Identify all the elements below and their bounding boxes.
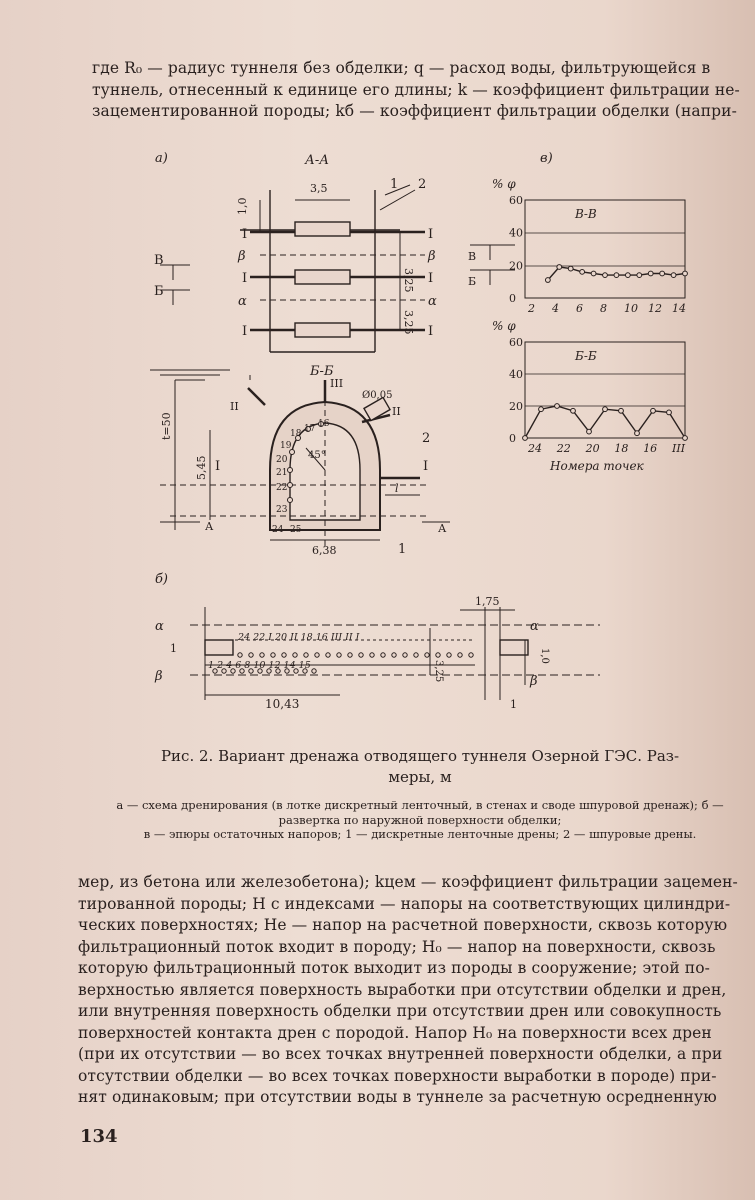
drain-point xyxy=(260,653,264,657)
drain-point xyxy=(436,653,440,657)
data-point xyxy=(555,404,560,409)
dim-45: 45° xyxy=(308,450,326,461)
x-tick-label: 4 xyxy=(552,302,559,315)
mark-alpha: α xyxy=(238,294,247,309)
panel-a-label: а) xyxy=(155,151,168,166)
mark-I: I xyxy=(242,324,248,339)
data-point xyxy=(660,271,665,276)
text-line: зацементированной породы; kб — коэффициент фильтрации обделки (напри- xyxy=(92,102,737,120)
data-point xyxy=(603,407,608,412)
data-point xyxy=(523,436,528,441)
mark-I: I xyxy=(242,227,248,242)
mark-V: В xyxy=(468,250,477,263)
drain-point xyxy=(315,653,319,657)
drain-point xyxy=(414,653,418,657)
drain-point xyxy=(312,669,316,673)
data-point xyxy=(667,410,672,415)
x-tick-label: 20 xyxy=(585,442,600,455)
mark-II: II xyxy=(392,405,401,418)
dim-3-25-top: 3,25 xyxy=(402,268,415,293)
dim-l: l xyxy=(395,482,399,495)
ring-number: 20 xyxy=(276,455,288,465)
ring-number: 22 xyxy=(276,483,288,493)
text-line: верхностью является поверхность выработки при отсутствии обделки и дрен, xyxy=(78,980,727,999)
data-point xyxy=(625,273,630,278)
ring-number: 25 xyxy=(290,525,302,535)
mark-I: I xyxy=(423,459,429,474)
mark-I: I xyxy=(242,271,248,286)
drain-point xyxy=(458,653,462,657)
x-tick-label: 24 xyxy=(528,442,542,455)
y-tick-label: 40 xyxy=(509,368,523,381)
strip-numbers-top: 24 22 I 20 II 18 16 III II I xyxy=(238,632,360,643)
mark-I: I xyxy=(428,271,434,286)
x-tick-label: 10 xyxy=(624,302,638,315)
drain-point xyxy=(403,653,407,657)
drain-point xyxy=(326,653,330,657)
data-point xyxy=(557,265,562,270)
legend-line: а — схема дренирования (в лотке дискретный ленточный, в стенах и своде шпуровой дренаж); б — развертка по наружной поверхности обделки; xyxy=(116,798,724,827)
mark-A: А xyxy=(205,520,214,533)
dim-1-0: 1,0 xyxy=(236,197,249,215)
y-tick-label: 20 xyxy=(509,400,523,413)
marker-1-strip: 1 xyxy=(170,642,177,655)
text-line: ческих поверхностях; Hе — напор на расчетной поверхности, сквозь которую xyxy=(78,916,728,934)
text-line: поверхностей контакта дрен с породой. Напор H₀ на поверхности всех дрен xyxy=(78,1023,712,1042)
data-point xyxy=(635,431,640,436)
x-tick-label: 2 xyxy=(528,302,535,315)
data-point xyxy=(651,408,656,413)
chart-bb-title: Б-Б xyxy=(575,349,597,363)
x-tick-label: 12 xyxy=(648,302,662,315)
text-line: фильтрационный поток входит в породу; H₀ — напор на поверхности, сквозь xyxy=(78,937,716,956)
dim-1-0-strip: 1,0 xyxy=(539,648,550,664)
drain-point xyxy=(447,653,451,657)
strip-numbers-bottom: 1 2 4 6 8 10 12 14 15 xyxy=(208,660,311,671)
x-tick-label: 22 xyxy=(556,442,571,455)
caption-line: Рис. 2. Вариант дренажа отводящего туннеля Озерной ГЭС. Раз- xyxy=(160,747,680,765)
x-tick-label: 14 xyxy=(672,302,686,315)
data-point xyxy=(571,408,576,413)
data-point xyxy=(683,271,688,276)
ring-number: 19 xyxy=(280,441,292,451)
data-point xyxy=(591,271,596,276)
marker-1: 1 xyxy=(398,542,407,557)
dim-3-25-strip: 3,25 xyxy=(433,660,444,683)
text-line: или внутренняя поверхность обделки при отсутствии дрен или совокупность xyxy=(78,1002,722,1020)
mark-I: I xyxy=(428,324,434,339)
mark-V: В xyxy=(154,253,164,268)
drain-point xyxy=(249,653,253,657)
text-line: тированной породы; H с индексами — напоры на соответствующих цилиндри- xyxy=(78,894,731,913)
chart-bb-ylabel: % φ xyxy=(492,319,516,333)
x-tick-label: III xyxy=(672,442,686,455)
y-tick-label: 60 xyxy=(509,336,523,349)
section-aa-label: А-А xyxy=(305,153,330,168)
drain-point xyxy=(337,653,341,657)
mark-beta: β xyxy=(238,249,246,264)
data-point xyxy=(648,271,653,276)
mark-alpha: α xyxy=(428,294,437,309)
panel-v-label: в) xyxy=(540,151,553,166)
top-paragraph xyxy=(92,58,742,123)
marker-1-strip: 1 xyxy=(510,698,517,711)
dim-1-75: 1,75 xyxy=(475,595,500,608)
legend-line: в — эпюры остаточных напоров; 1 — дискретные ленточные дрены; 2 — шпуровые дрены. xyxy=(143,827,697,841)
drain-point xyxy=(282,653,286,657)
chart-bb-xlabel: Номера точек xyxy=(550,459,644,473)
chart-bb xyxy=(509,336,687,455)
text-line: (при их отсутствии — во всех точках внутренней поверхности обделки, а при xyxy=(78,1045,723,1063)
dim-5-45: 5,45 xyxy=(195,455,208,480)
mark-beta: β xyxy=(530,674,538,689)
y-tick-label: 20 xyxy=(509,259,523,273)
mark-B: Б xyxy=(154,284,164,299)
data-point xyxy=(614,273,619,278)
data-point xyxy=(637,273,642,278)
drain-point xyxy=(359,653,363,657)
mark-III: III xyxy=(330,377,344,390)
ring-number: 23 xyxy=(276,505,288,515)
x-tick-label: 18 xyxy=(614,442,629,455)
marker-2: 2 xyxy=(422,431,431,446)
mark-II: II xyxy=(230,400,239,413)
figure-legend xyxy=(105,798,735,842)
data-point xyxy=(619,408,624,413)
drain-point xyxy=(304,653,308,657)
dim-0-05: Ø0,05 xyxy=(362,390,393,401)
drain-point xyxy=(425,653,429,657)
dim-3-5: 3,5 xyxy=(310,182,328,195)
text-line: нят одинаковым; при отсутствии воды в туннеле за расчетную осредненную xyxy=(78,1088,717,1106)
drain-point xyxy=(238,653,242,657)
drain-point xyxy=(370,653,374,657)
section-bb-label: Б-Б xyxy=(310,364,334,379)
drain-point xyxy=(271,653,275,657)
figure-caption xyxy=(105,746,735,788)
figure-drawing xyxy=(130,140,730,730)
data-point xyxy=(545,278,550,283)
data-point xyxy=(587,429,592,434)
y-tick-label: 40 xyxy=(509,226,523,240)
data-point xyxy=(671,273,676,278)
data-point xyxy=(539,407,544,412)
drain-point xyxy=(469,653,473,657)
data-point xyxy=(568,266,573,271)
mark-A: А xyxy=(438,522,447,535)
text-line: отсутствии обделки — во всех точках поверхности выработки в породе) при- xyxy=(78,1066,717,1085)
caption-line: меры, м xyxy=(388,768,452,786)
mark-alpha: α xyxy=(155,619,164,634)
y-tick-label: 0 xyxy=(509,432,516,445)
x-tick-label: 6 xyxy=(576,302,583,315)
x-tick-label: 8 xyxy=(600,302,607,315)
text-line: мер, из бетона или железобетона); kцем — коэффициент фильтрации зацемен- xyxy=(78,873,738,891)
dim-3-25-bottom: 3,25 xyxy=(402,310,415,335)
y-tick-label: 0 xyxy=(509,292,516,305)
data-point xyxy=(580,269,585,274)
marker-2-top: 2 xyxy=(418,177,427,192)
data-point xyxy=(683,436,688,441)
mark-beta: β xyxy=(155,669,163,684)
mark-beta: β xyxy=(428,249,436,264)
drain-point xyxy=(348,653,352,657)
marker-1-top: 1 xyxy=(390,177,399,192)
mark-I: I xyxy=(215,459,221,474)
drain-point xyxy=(293,653,297,657)
dim-t-50: t=50 xyxy=(160,412,173,440)
y-tick-label: 60 xyxy=(509,194,523,207)
text-line: где R₀ — радиус туннеля без обделки; q — расход воды, фильтрующейся в xyxy=(92,59,711,77)
figure xyxy=(130,140,730,730)
drain-point xyxy=(392,653,396,657)
dim-10-43: 10,43 xyxy=(265,697,300,711)
mark-B: Б xyxy=(468,275,477,288)
panel-b-label: б) xyxy=(155,572,169,587)
mark-I: I xyxy=(428,227,434,242)
chart-vv-ylabel: % φ xyxy=(492,177,516,191)
ring-number: 16 xyxy=(318,419,330,429)
ring-number: 18 xyxy=(290,429,302,439)
ring-number: 21 xyxy=(276,468,288,478)
ring-number: 17 xyxy=(304,424,316,434)
ring-number: 24 xyxy=(272,525,284,535)
mark-alpha: α xyxy=(530,619,539,634)
chart-vv-title: В-В xyxy=(575,207,597,221)
chart-vv xyxy=(509,194,687,315)
text-line: туннель, отнесенный к единице его длины; k — коэффициент фильтрации не- xyxy=(92,80,740,99)
x-tick-label: 16 xyxy=(643,442,658,455)
dim-6-38: 6,38 xyxy=(312,544,337,557)
bottom-paragraph xyxy=(78,872,742,1109)
drain-point xyxy=(381,653,385,657)
text-line: которую фильтрационный поток выходит из породы в сооружение; этой по- xyxy=(78,959,710,977)
data-point xyxy=(603,273,608,278)
page-number: 134 xyxy=(80,1126,118,1147)
